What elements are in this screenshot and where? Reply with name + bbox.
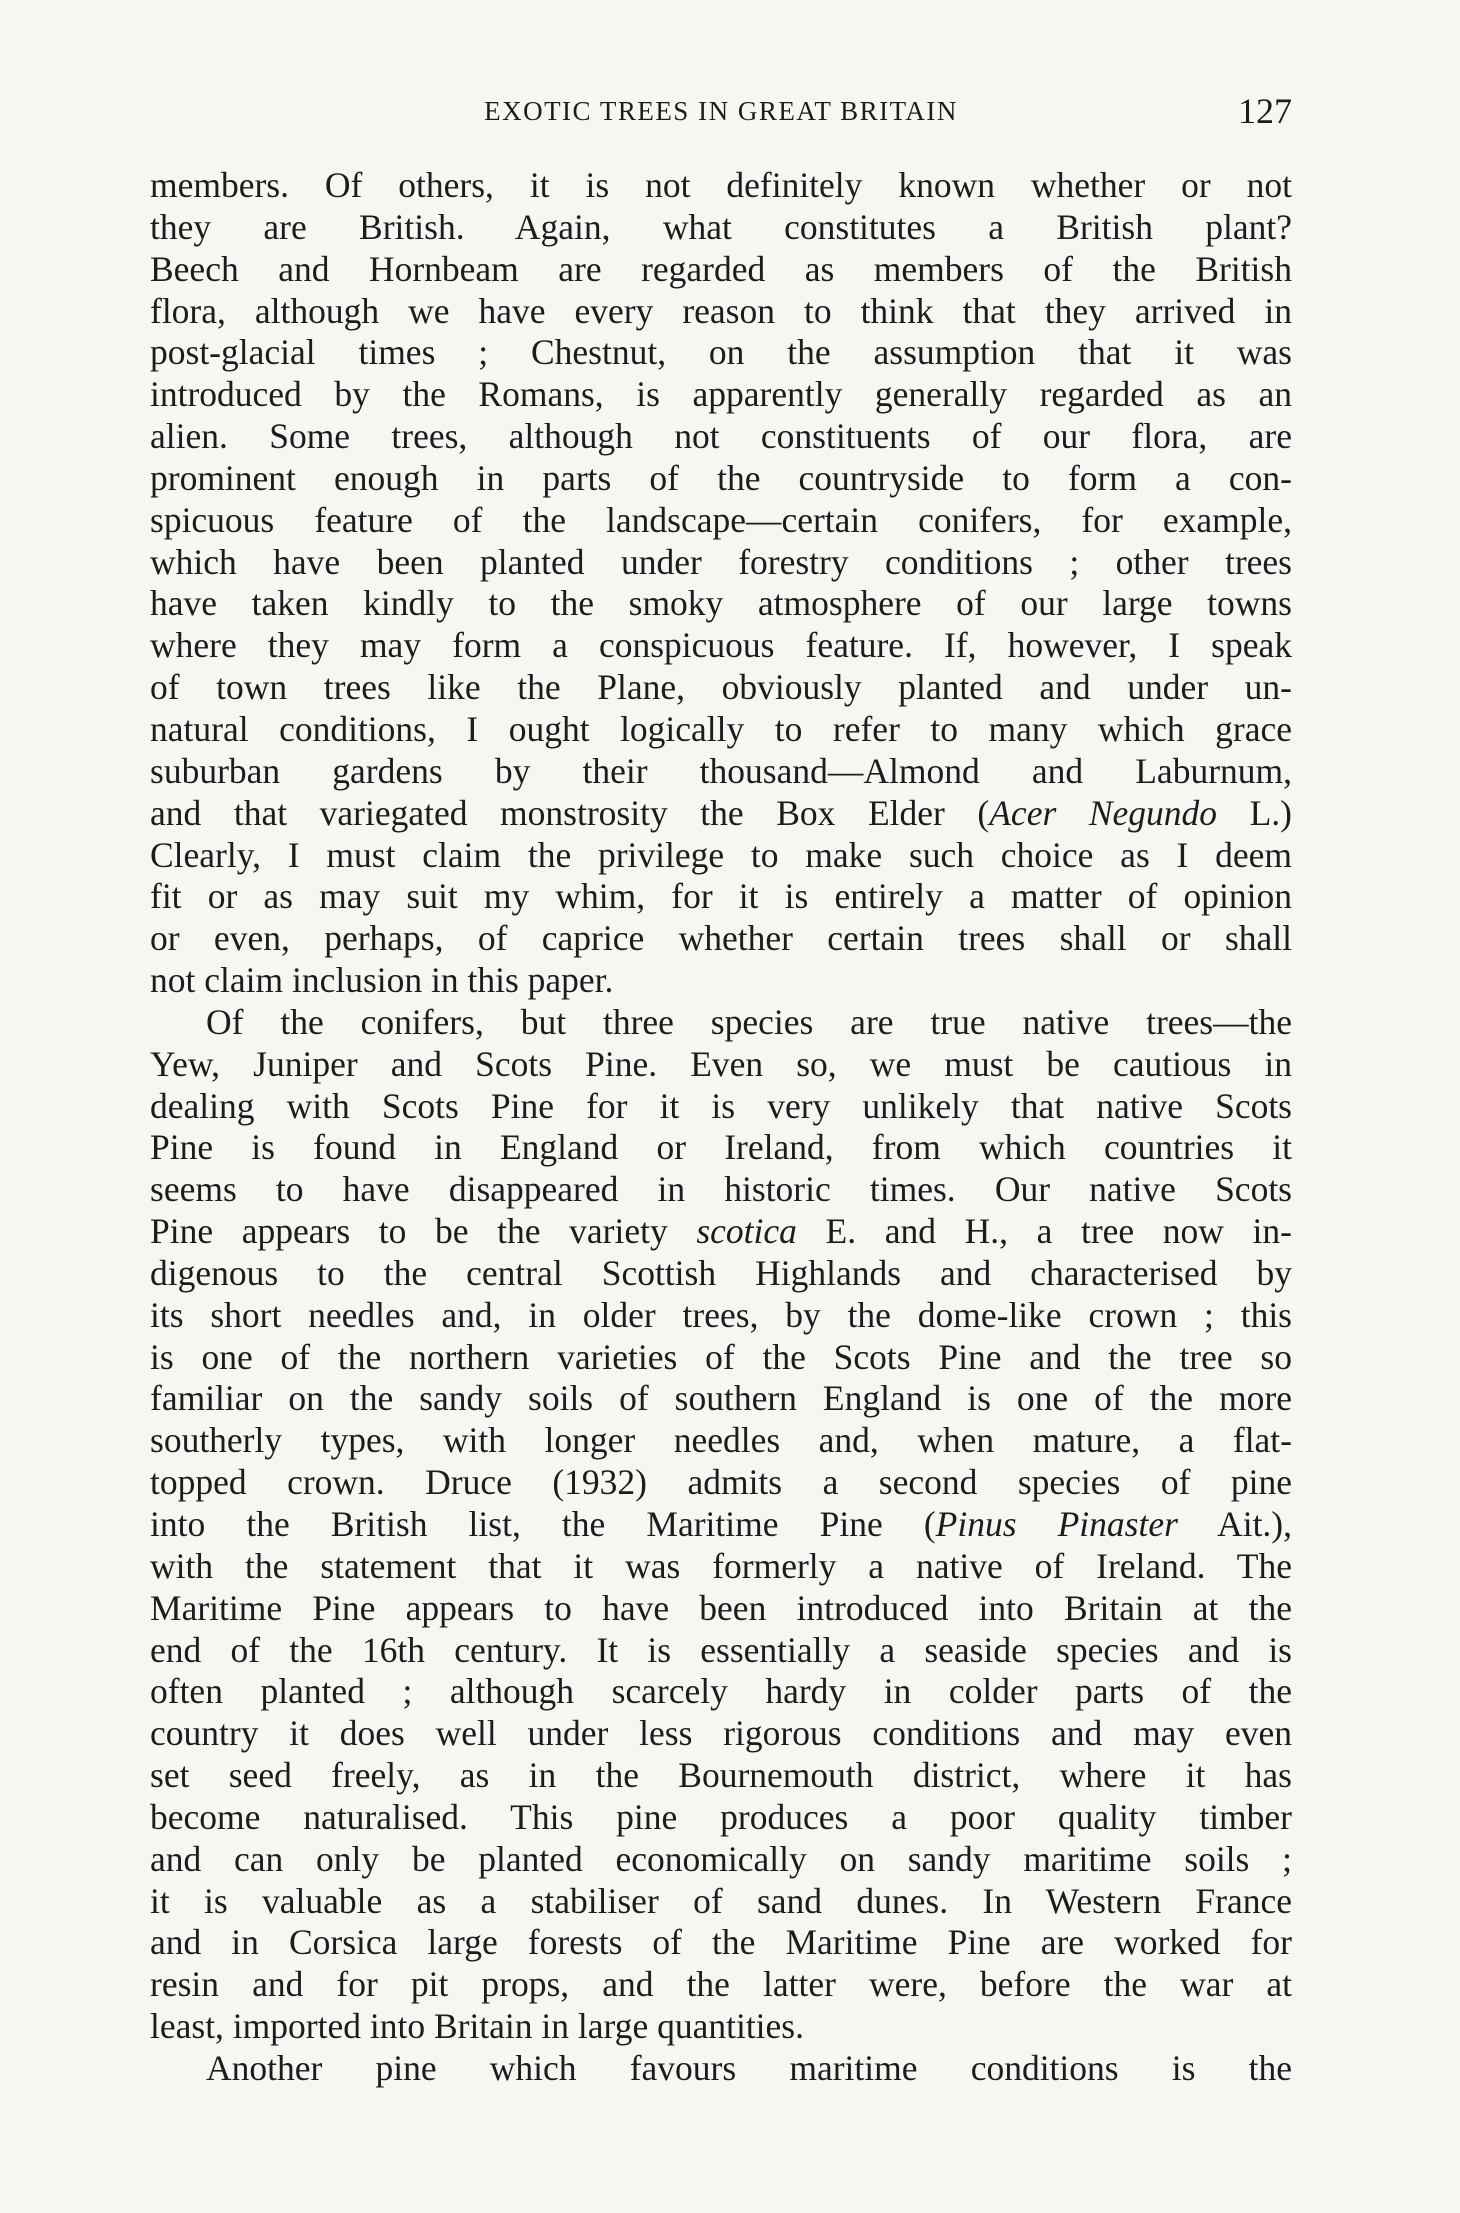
- text-line: end of the 16th century. It is essentially a seaside species and is: [150, 1629, 1292, 1670]
- text-line: they are British. Again, what constitutes a British plant?: [150, 206, 1292, 247]
- text-line: is one of the northern varieties of the Scots Pine and the tree so: [150, 1336, 1292, 1377]
- text-line: country it does well under less rigorous conditions and may even: [150, 1713, 1292, 1754]
- text-line: prominent enough in parts of the countryside to form a con-: [150, 457, 1292, 498]
- text-line: introduced by the Romans, is apparently generally regarded as an: [150, 374, 1292, 415]
- text-line: topped crown. Druce (1932) admits a second species of pine: [150, 1462, 1292, 1503]
- running-head: [150, 86, 1292, 136]
- text-line: dealing with Scots Pine for it is very unlikely that native Scots: [150, 1085, 1292, 1126]
- text-line: of town trees like the Plane, obviously planted and under un-: [150, 667, 1292, 708]
- text-line: its short needles and, in older trees, by the dome-like crown ; this: [150, 1294, 1292, 1335]
- text-line: it is valuable as a stabiliser of sand dunes. In Western France: [150, 1880, 1292, 1921]
- text-line: where they may form a conspicuous feature. If, however, I speak: [150, 625, 1292, 666]
- text-line: southerly types, with longer needles and, when mature, a flat-: [150, 1420, 1292, 1461]
- text-line: often planted ; although scarcely hardy in colder parts of the: [150, 1671, 1292, 1712]
- text-line: seems to have disappeared in historic times. Our native Scots: [150, 1169, 1292, 1210]
- text-line: or even, perhaps, of caprice whether certain trees shall or shall: [150, 918, 1292, 959]
- text-line: alien. Some trees, although not constituents of our flora, are: [150, 416, 1292, 457]
- text-line: Pine is found in England or Ireland, from which countries it: [150, 1127, 1292, 1168]
- text-line: members. Of others, it is not definitely known whether or not: [150, 165, 1292, 205]
- text-line: Beech and Hornbeam are regarded as members of the British: [150, 248, 1292, 289]
- text-line: set seed freely, as in the Bournemouth district, where it has: [150, 1755, 1292, 1796]
- paragraph-start-line: Another pine which favours maritime conditions is the: [206, 2047, 1292, 2088]
- text-line-italic: and that variegated monstrosity the Box Elder (Acer Negundo L.): [150, 792, 1292, 833]
- text-line: have taken kindly to the smoky atmosphere of our large towns: [150, 583, 1292, 624]
- text-line-italic: into the British list, the Maritime Pine (Pinus Pinaster Ait.),: [150, 1504, 1292, 1544]
- running-title: EXOTIC TREES IN GREAT BRITAIN: [484, 96, 958, 126]
- text-line: which have been planted under forestry conditions ; other trees: [150, 541, 1292, 582]
- text-line: familiar on the sandy soils of southern England is one of the more: [150, 1378, 1292, 1419]
- text-line: not claim inclusion in this paper.: [150, 960, 614, 1001]
- text-line: resin and for pit props, and the latter were, before the war at: [150, 1964, 1292, 2005]
- text-line: flora, although we have every reason to think that they arrived in: [150, 290, 1292, 331]
- text-line: spicuous feature of the landscape—certain conifers, for example,: [150, 499, 1292, 540]
- text-line: natural conditions, I ought logically to refer to many which grace: [150, 708, 1292, 749]
- text-line: Yew, Juniper and Scots Pine. Even so, we must be cautious in: [150, 1043, 1292, 1084]
- text-line: suburban gardens by their thousand—Almond and Laburnum,: [150, 750, 1292, 791]
- text-line: least, imported into Britain in large quantities.: [150, 2006, 804, 2047]
- text-line: Clearly, I must claim the privilege to make such choice as I deem: [150, 834, 1292, 875]
- text-line: and in Corsica large forests of the Maritime Pine are worked for: [150, 1922, 1292, 1963]
- page-number: 127: [1238, 91, 1292, 131]
- text-line: become naturalised. This pine produces a poor quality timber: [150, 1796, 1292, 1837]
- text-line: Maritime Pine appears to have been introduced into Britain at the: [150, 1587, 1292, 1628]
- text-line: and can only be planted economically on sandy maritime soils ;: [150, 1838, 1292, 1879]
- body-text: [150, 165, 1292, 2090]
- text-line: with the statement that it was formerly a native of Ireland. The: [150, 1545, 1292, 1586]
- text-line: fit or as may suit my whim, for it is entirely a matter of opinion: [150, 876, 1292, 917]
- text-line: post-glacial times ; Chestnut, on the assumption that it was: [150, 332, 1292, 373]
- paragraph-start-line: Of the conifers, but three species are true native trees—the: [206, 1001, 1292, 1042]
- text-line: digenous to the central Scottish Highlands and characterised by: [150, 1252, 1292, 1293]
- text-line-italic: Pine appears to be the variety scotica E. and H., a tree now in-: [150, 1211, 1292, 1252]
